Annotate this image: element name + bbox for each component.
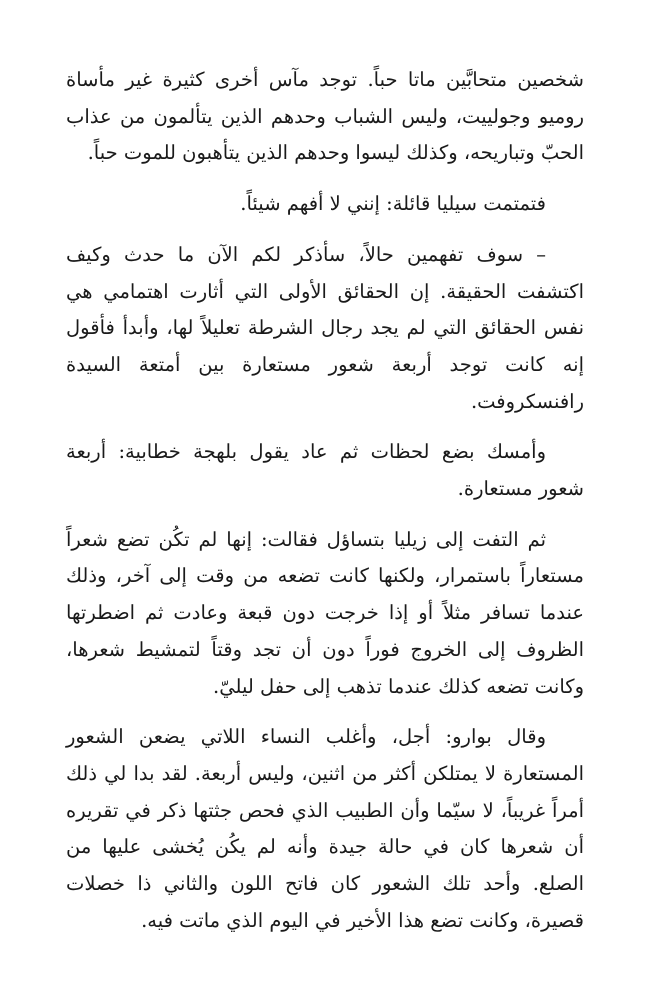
book-page: [66, 62, 584, 953]
paragraph-1: شخصين متحابَّين ماتا حباً. توجد مآس أخرى كثيرة غير مأساة روميو وجولييت، وليس الشباب وحدهم الذين يتألمون من عذاب الحبّ وتباريحه، وكذلك ليسوا وحدهم الذين يتأهبون للموت حباً.: [66, 68, 584, 165]
paragraph-6: وقال بوارو: أجل، وأغلب النساء اللاتي يضعن الشعور المستعارة لا يمتلكن أكثر من اثنين، وليس أربعة. لقد بدا لي ذلك أمراً غريباً، لا سيّما وأن الطبيب الذي فحص جثتها ذكر في تقريره أن شعرها كان في حالة جيدة وأنه لم يكُن يُخشى عليها من الصلع. وأحد تلك الشعور كان فاتح اللون والثاني ذا خصلات قصيرة، وكانت تضع هذا الأخير في اليوم الذي ماتت فيه.: [66, 725, 584, 932]
paragraph-3: – سوف تفهمين حالاً، سأذكر لكم الآن ما حدث وكيف اكتشفت الحقيقة. إن الحقائق الأولى التي أثارت اهتمامي هي نفس الحقائق التي لم يجد رجال الشرطة تعليلاً لها، وأبدأ فأقول إنه كانت توجد أربعة شعور مستعارة بين أمتعة السيدة رافنسكروفت.: [66, 242, 584, 413]
paragraph-4: وأمسك بضع لحظات ثم عاد يقول بلهجة خطابية: أربعة شعور مستعارة.: [66, 440, 584, 501]
paragraph-5: ثم التفت إلى زيليا بتساؤل فقالت: إنها لم تكُن تضع شعراً مستعاراً باستمرار، ولكنها كانت تضعه من وقت إلى آخر، وذلك عندما تسافر مثلاً أو إذا خرجت دون قبعة وعادت ثم اضطرتها الظروف إلى الخروج فوراً دون أن تجد وقتاً لتمشيط شعرها، وكانت تضعه كذلك عندما تذهب إلى حفل ليليّ.: [66, 527, 584, 698]
paragraph-2: فتمتمت سيليا قائلة: إنني لا أفهم شيئاً.: [240, 192, 546, 216]
